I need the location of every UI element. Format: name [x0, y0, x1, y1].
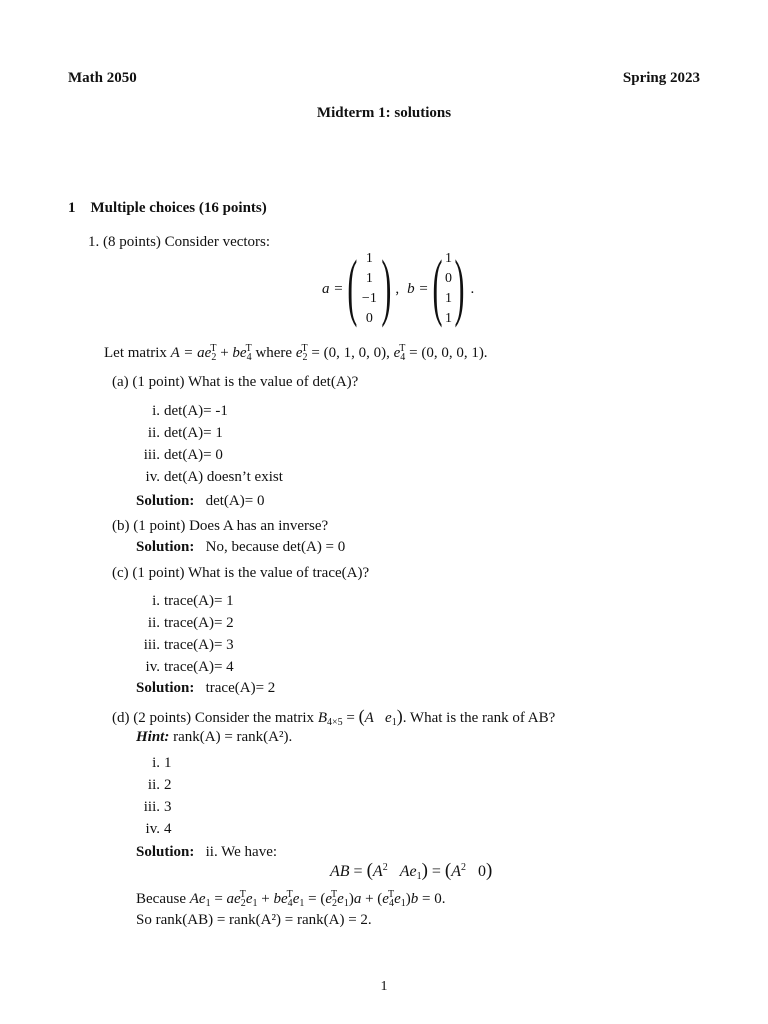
choice-number: ii. [147, 425, 160, 441]
choice-item [136, 466, 283, 488]
choice-item [136, 774, 172, 796]
hint-text: rank(A) = rank(A²). [173, 729, 293, 745]
solution-label: Solution: [136, 539, 195, 555]
solution-text: trace(A)= 2 [205, 680, 276, 696]
solution-text: No, because det(A) = 0 [205, 539, 346, 555]
vector-entry: 0 [445, 271, 452, 286]
part-c-question [112, 565, 369, 582]
vector-a-entries [357, 249, 381, 329]
choice-item [136, 422, 283, 444]
e2-definition: = (0, 1, 0, 0), [311, 345, 390, 361]
choice-text: det(A)= -1 [164, 403, 228, 419]
choice-text: det(A)= 0 [164, 447, 223, 463]
part-label: (d) [112, 710, 130, 726]
solution-text: det(A)= 0 [205, 493, 265, 509]
choice-item [136, 444, 283, 466]
choice-text: 1 [164, 755, 172, 771]
comma: , [395, 280, 400, 297]
solution-text: ii. We have: [205, 844, 278, 860]
part-d-choices [136, 752, 172, 840]
question-1-intro [88, 234, 270, 251]
course-name: Math 2050 [68, 70, 137, 86]
so-text: rank(AB) = rank(A²) = rank(A) = 2. [155, 912, 372, 928]
choice-number: iv. [145, 821, 160, 837]
choice-number: iv. [145, 469, 160, 485]
part-question-pre: (2 points) Consider the matrix [133, 710, 315, 726]
so-line [136, 912, 372, 929]
choice-text: 3 [164, 799, 172, 815]
left-paren: ( [432, 246, 443, 329]
equation-ab: AB = ($A^2$ $Ae_1) = (A^2$ 0) [330, 860, 493, 882]
part-a-solution [136, 493, 264, 510]
choice-item [136, 590, 234, 612]
vector-entry: −1 [361, 291, 377, 306]
vector-display [322, 246, 475, 329]
choice-text: trace(A)= 1 [164, 593, 234, 609]
choice-number: i. [152, 755, 160, 771]
doc-title: Midterm 1: solutions [316, 105, 452, 121]
vector-entry: 1 [445, 311, 452, 326]
choice-text: det(A) doesn’t exist [164, 469, 283, 485]
question-number: 1. [88, 234, 100, 250]
vector-entry: 1 [445, 291, 452, 306]
choice-number: ii. [147, 777, 160, 793]
period: . [470, 280, 475, 297]
left-paren: ( [347, 246, 358, 329]
part-question: (1 point) What is the value of det(A)? [132, 374, 359, 390]
part-a-choices [136, 400, 283, 488]
part-c-solution [136, 680, 275, 697]
where-word: where [255, 345, 293, 361]
choice-text: trace(A)= 2 [164, 615, 234, 631]
choice-item [136, 634, 234, 656]
hint-label: Hint: [136, 729, 170, 745]
choice-number: ii. [147, 615, 160, 631]
matrix-expr: A = ae [170, 345, 212, 361]
part-b-question [112, 518, 328, 535]
part-b-solution [136, 539, 345, 556]
section-heading [68, 200, 267, 217]
question-text: (8 points) Consider vectors: [103, 234, 271, 250]
choice-text: 2 [164, 777, 172, 793]
matrix-definition: Let matrix $A = ae_2^T + be_4^T$ where $e_2^T = (0$, 1, 0, 0), $e_4^T = (0$, 0, 0, 1). [104, 343, 488, 363]
because-line: Because $Ae_1 = ae_2^Te_1 + be_4^Te_1 = (e_2^Te_1)a + (e_4^Te_1)b = 0$. [136, 889, 446, 909]
vector-b-entries [443, 249, 455, 329]
part-label: (a) [112, 374, 129, 390]
choice-text: det(A)= 1 [164, 425, 223, 441]
vector-entry: 1 [445, 251, 452, 266]
choice-item [136, 400, 283, 422]
so-label: So [136, 912, 152, 928]
choice-item [136, 656, 234, 678]
choice-text: 4 [164, 821, 172, 837]
part-label: (b) [112, 518, 130, 534]
part-label: (c) [112, 565, 129, 581]
part-question-post: . What is the rank of AB? [402, 710, 556, 726]
choice-item [136, 752, 172, 774]
page-number: 1 [380, 979, 388, 994]
choice-number: iv. [145, 659, 160, 675]
choice-number: iii. [143, 637, 160, 653]
choice-number: iii. [143, 799, 160, 815]
part-c-choices [136, 590, 234, 678]
vector-a-label: a = [322, 280, 344, 297]
section-number: 1 [68, 200, 76, 216]
choice-item [136, 796, 172, 818]
because-label: Because [136, 891, 186, 907]
right-paren: ) [454, 246, 465, 329]
right-paren: ) [381, 246, 392, 329]
part-d-solution [136, 844, 277, 861]
e4-definition: = (0, 0, 0, 1). [409, 345, 488, 361]
solution-label: Solution: [136, 493, 195, 509]
choice-item [136, 818, 172, 840]
choice-number: i. [152, 403, 160, 419]
term: Spring 2023 [622, 70, 700, 86]
vector-entry: 0 [365, 311, 373, 326]
section-title: Multiple choices (16 points) [90, 200, 267, 216]
choice-text: trace(A)= 3 [164, 637, 234, 653]
let-prefix: Let matrix [104, 345, 167, 361]
solution-label: Solution: [136, 844, 195, 860]
choice-number: i. [152, 593, 160, 609]
part-question: (1 point) Does A has an inverse? [133, 518, 329, 534]
part-a-question [112, 374, 358, 391]
choice-number: iii. [143, 447, 160, 463]
choice-item [136, 612, 234, 634]
vector-entry: 1 [365, 271, 373, 286]
solution-label: Solution: [136, 680, 195, 696]
vector-entry: 1 [365, 251, 373, 266]
part-d-hint [136, 729, 292, 746]
choice-text: trace(A)= 4 [164, 659, 234, 675]
vector-b-label: b = [407, 280, 429, 297]
part-question: (1 point) What is the value of trace(A)? [132, 565, 370, 581]
part-d-question: (d) (2 points) Consider the matrix $B_{4\times 5} = (A$ $e_1$). What is the rank of AB? [112, 706, 556, 728]
